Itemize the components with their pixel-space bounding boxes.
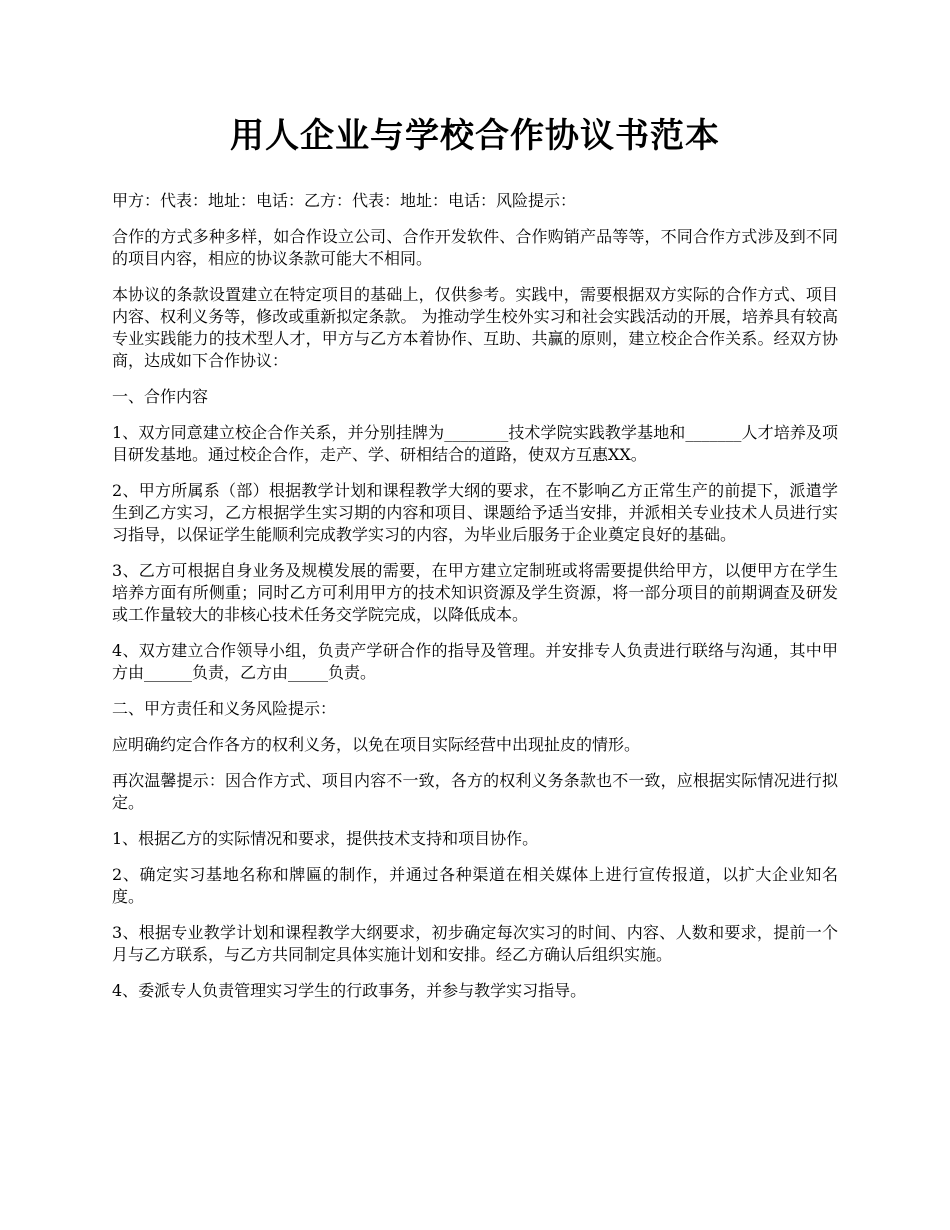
section-heading-cooperation-content: 一、合作内容 <box>112 387 209 406</box>
paragraph-item-4: 4、双方建立合作领导小组，负责产学研合作的指导及管理。并安排专人负责进行联络与沟通，其中甲方由______负责，乙方由_____负责。 <box>112 641 838 682</box>
paragraph-item-2: 2、甲方所属系（部）根据教学计划和课程教学大纲的要求，在不影响乙方正常生产的前提下，派遣学生到乙方实习，乙方根据学生实习期的内容和项目、课题给予适当安排，并派相关专业技术人员进行实习指导，以保证学生能顺利完成教学实习的内容，为毕业后服务于企业奠定良好的基础。 <box>112 481 838 544</box>
paragraph-risk-note-4: 再次温馨提示：因合作方式、项目内容不一致，各方的权利义务条款也不一致，应根据实际情况进行拟定。 <box>112 771 838 812</box>
paragraph-risk-note-2: 本协议的条款设置建立在特定项目的基础上，仅供参考。实践中，需要根据双方实际的合作方式、项目内容、权利义务等，修改或重新拟定条款。 为推动学生校外实习和社会实践活动的开展，培养具有较高专业实践能力的技术型人才，甲方与乙方本着协作、互助、共赢的原则，建立校企合作关系。经双方协商，达成如下合作协议： <box>112 285 838 370</box>
paragraph-duty-3: 3、根据专业教学计划和课程教学大纲要求，初步确定每次实习的时间、内容、人数和要求，提前一个月与乙方联系，与乙方共同制定具体实施计划和安排。经乙方确认后组织实施。 <box>112 923 838 964</box>
paragraph-item-3: 3、乙方可根据自身业务及规模发展的需要，在甲方建立定制班或将需要提供给甲方，以便甲方在学生培养方面有所侧重；同时乙方可利用甲方的技术知识资源及学生资源，将一部分项目的前期调查及研发或工作量较大的非核心技术任务交学院完成，以降低成本。 <box>112 561 838 624</box>
paragraph-risk-note-3: 应明确约定合作各方的权利义务，以免在项目实际经营中出现扯皮的情形。 <box>112 735 641 754</box>
paragraph-item-1: 1、双方同意建立校企合作关系，并分别挂牌为________技术学院实践教学基地和_______人才培养及项目研发基地。通过校企合作，走产、学、研相结合的道路，使双方互惠XX。 <box>112 423 838 464</box>
paragraph-duty-4: 4、委派专人负责管理实习学生的行政事务，并参与教学实习指导。 <box>112 981 587 1000</box>
section-heading-party-a-duties: 二、甲方责任和义务风险提示： <box>112 699 337 718</box>
document-title: 用人企业与学校合作协议书范本 <box>230 116 720 156</box>
paragraph-risk-note-1: 合作的方式多种多样，如合作设立公司、合作开发软件、合作购销产品等等，不同合作方式涉及到不同的项目内容，相应的协议条款可能大不相同。 <box>112 227 838 268</box>
paragraph-duty-1: 1、根据乙方的实际情况和要求，提供技术支持和项目协作。 <box>112 829 539 848</box>
paragraph-parties: 甲方：代表：地址：电话：乙方：代表：地址：电话：风险提示： <box>112 191 577 210</box>
paragraph-duty-2: 2、确定实习基地名称和牌匾的制作，并通过各种渠道在相关媒体上进行宣传报道，以扩大企业知名度。 <box>112 865 838 906</box>
